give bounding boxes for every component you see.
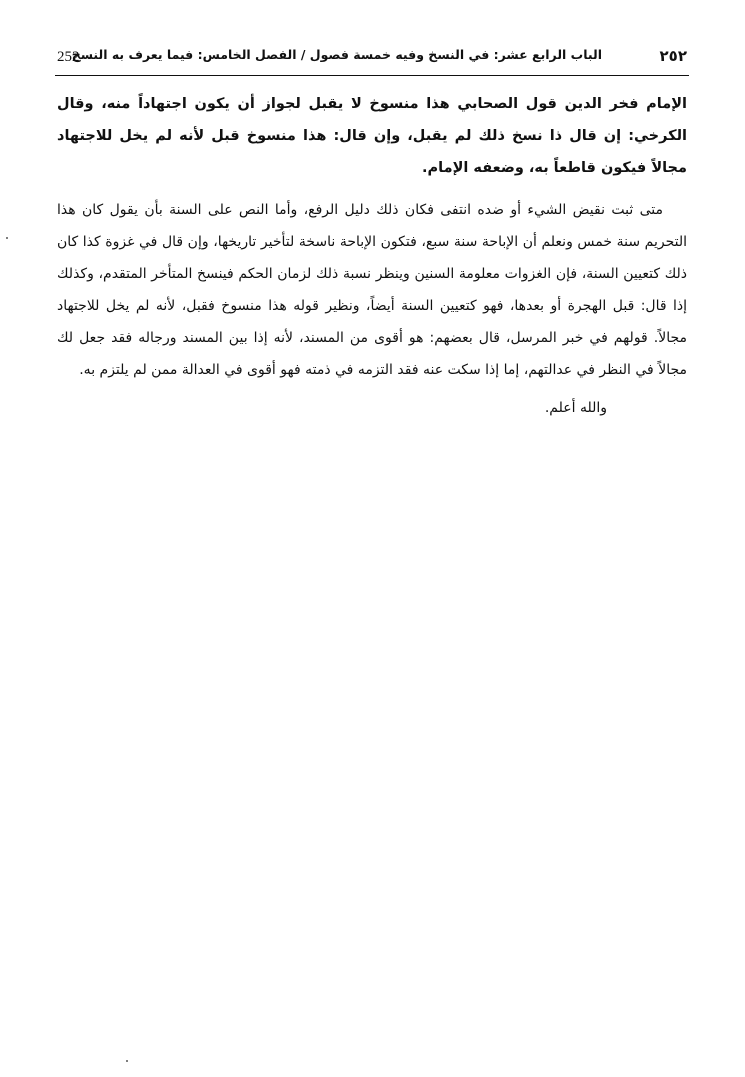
scan-speck (126, 1060, 128, 1062)
header-divider (55, 75, 689, 76)
paragraph-1: الإمام فخر الدين قول الصحابي هذا منسوخ لا يقبل لجواز أن يكون اجتهاداً منه، وقال الكرخي: إن قال ذا نسخ ذلك لم يقبل، وإن قال: هذا منسوخ قبل لأنه لم يخل للاجتهاد مجالاً فيكون قاطعاً به، وضعفه الإمام. (57, 96, 687, 176)
running-title: الباب الرابع عشر: في النسخ وفيه خمسة فصول / الفصل الخامس: فيما يعرف به النسخ (71, 47, 602, 62)
scan-speck (6, 237, 8, 239)
running-header (57, 47, 687, 73)
page-number-arabic: ٢٥٢ (659, 47, 687, 65)
paragraph-3-closing: والله أعلم. (544, 400, 607, 416)
paragraph-2: متى ثبت نقيض الشيء أو ضده انتفى فكان ذلك دليل الرفع، وأما النص على السنة بأن يقول كان هذا التحريم سنة خمس ونعلم أن الإباحة سنة سبع، فتكون الإباحة ناسخة لتأخير تاريخها، وإن قال في غزوة كذا كان ذلك كتعيين السنة، فإن الغزوات معلومة السنين وينظر نسبة ذلك لزمان الحكم فينسخ المتأخر المتقدم، وكذلك إذا قال: قبل الهجرة أو بعدها، فهو كتعيين السنة أيضاً، ونظير قوله هذا منسوخ فقبل، لأنه لم يخل للاجتهاد مجالاً. قولهم في خبر المرسل، قال بعضهم: هو أقوى من المسند، لأنه إذا بين المسند ورجاله فقد جعل لك مجالاً في النظر في عدالتهم، إما إذا سكت عنه فقد التزمه في ذمته فهو أقوى في العدالة ممن لم يلتزم به. (57, 202, 687, 378)
body-text (57, 88, 687, 424)
page-number-latin: 252 (57, 49, 80, 65)
